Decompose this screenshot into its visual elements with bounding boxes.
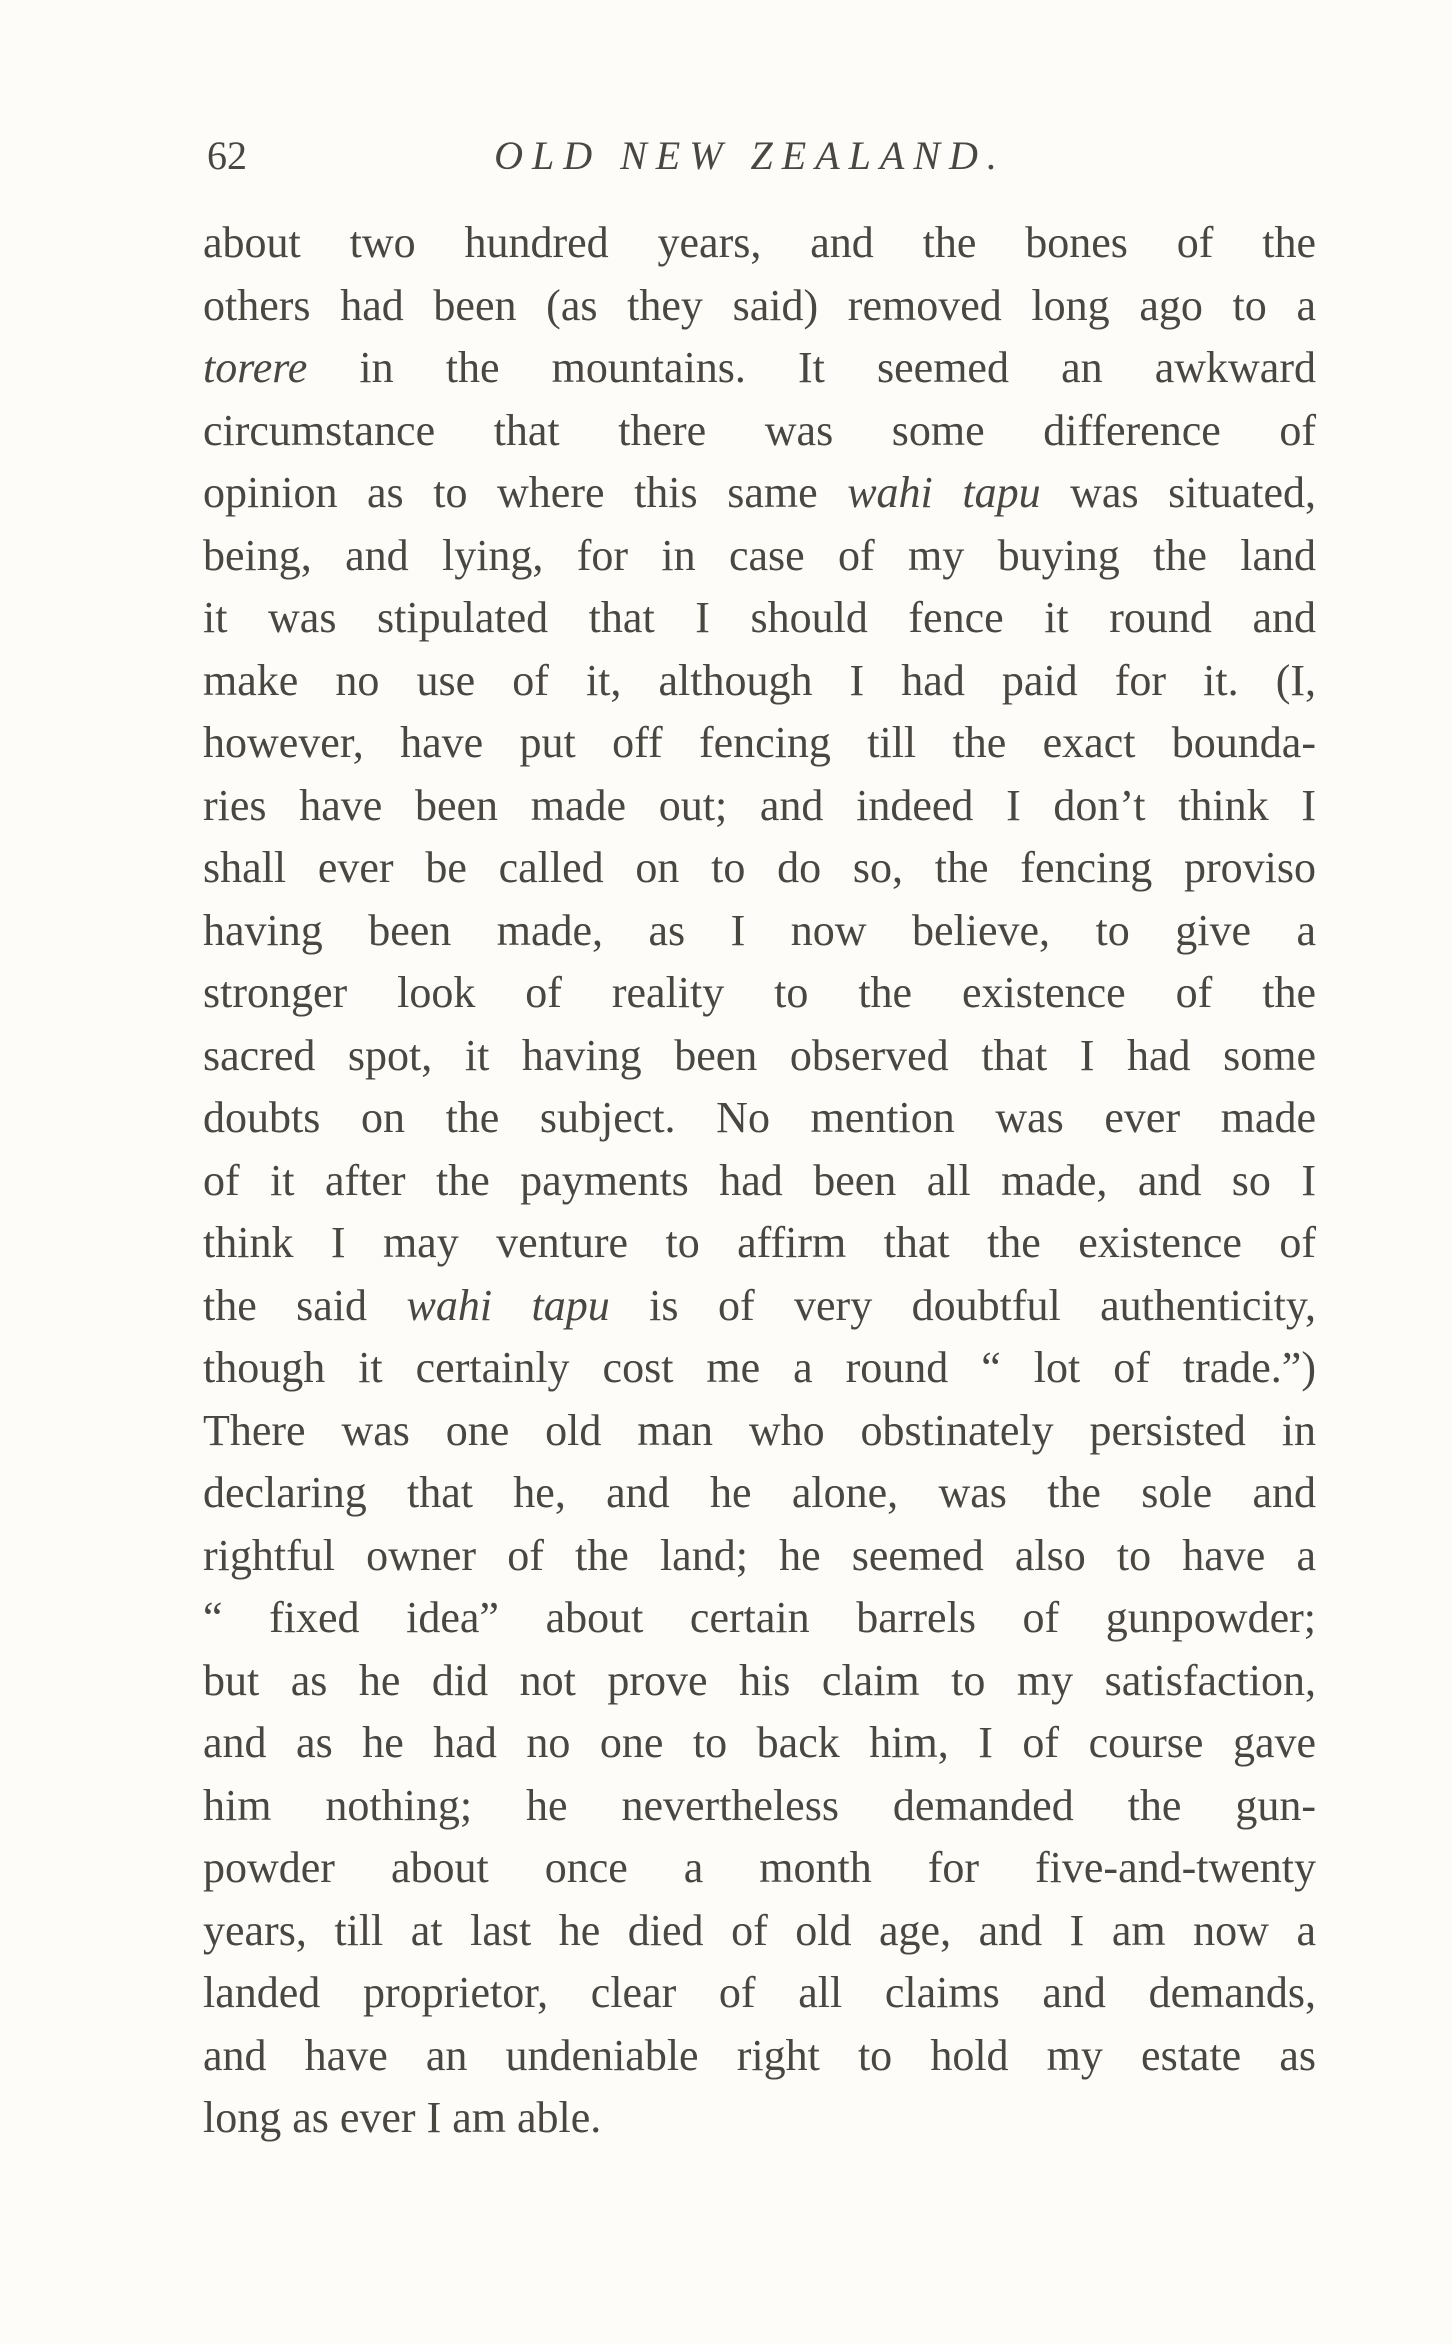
text-segment: him nothing; he nevertheless demanded the gun- [203,1780,1316,1830]
text-line [203,1400,1316,1463]
text-line [203,2025,1316,2088]
text-line [203,400,1316,463]
text-line [203,212,1316,275]
text-segment: of it after the payments had been all made, and so I [203,1155,1316,1205]
text-segment: doubts on the subject. No mention was ever made [203,1093,1316,1142]
text-segment: sacred spot, it having been observed that I had some [203,1030,1316,1080]
text-segment: make no use of it, although I had paid for it. (I, [203,655,1316,705]
text-segment: and as he had no one to back him, I of course gave [203,1718,1316,1767]
text-line [203,1650,1316,1713]
text-segment: is of very doubtful authenticity, [609,1280,1317,1330]
text-segment: stronger look of reality to the existence of the [203,968,1316,1017]
running-title: OLD NEW ZEALAND. [494,133,1006,178]
text-segment: rightful owner of the land; he seemed also to have a [203,1530,1316,1580]
text-line [203,587,1316,650]
text-segment: it was stipulated that I should fence it round and [203,593,1316,642]
text-line [203,1837,1316,1900]
text-segment: landed proprietor, clear of all claims and demands, [203,1968,1316,2017]
text-segment: shall ever be called on to do so, the fencing proviso [203,843,1316,892]
text-line [203,1212,1316,1275]
text-line [203,837,1316,900]
text-segment: though it certainly cost me a round “ lot of trade.”) [203,1343,1316,1392]
text-line [203,1587,1316,1650]
text-segment: was situated, [1040,468,1316,517]
text-line [203,462,1316,525]
text-segment: “ fixed idea” about certain barrels of gunpowder; [203,1593,1316,1642]
text-line [203,1775,1316,1838]
text-segment: in the mountains. It seemed an awkward [307,343,1316,392]
text-segment: the said [203,1280,407,1330]
text-segment: and have an undeniable right to hold my estate as [203,2030,1316,2080]
text-line [203,1712,1316,1775]
text-line [203,1900,1316,1963]
italic-term: torere [203,343,308,392]
text-segment: about two hundred years, and the bones of the [203,218,1316,267]
text-segment: others had been (as they said) removed long ago to a [203,280,1316,330]
text-line [203,525,1316,588]
body-text [203,212,1316,2150]
text-line [203,1275,1316,1338]
text-line [203,1025,1316,1088]
text-segment: long as ever I am able. [203,2093,602,2142]
text-line [203,1525,1316,1588]
text-line [203,712,1316,775]
text-segment: powder about once a month for five-and-twenty [203,1843,1316,1892]
text-line [203,1150,1316,1213]
text-segment: ries have been made out; and indeed I don’t think I [203,780,1316,830]
text-segment: being, and lying, for in case of my buying the land [203,530,1316,580]
text-segment: however, have put off fencing till the exact bounda- [203,718,1316,767]
text-line [203,962,1316,1025]
text-line [203,900,1316,963]
text-line [203,1087,1316,1150]
text-line [203,1462,1316,1525]
italic-term: wahi tapu [406,1280,610,1330]
page-number: 62 [207,133,247,178]
text-line [203,775,1316,838]
text-line [203,337,1316,400]
text-line [203,275,1316,338]
text-segment: opinion as to where this same [203,468,848,517]
text-segment: declaring that he, and he alone, was the sole and [203,1468,1316,1517]
text-segment: think I may venture to affirm that the existence of [203,1218,1316,1267]
text-segment: having been made, as I now believe, to give a [203,905,1316,955]
text-line [203,650,1316,713]
text-line [203,2087,1316,2150]
text-segment: circumstance that there was some difference of [203,405,1316,455]
text-line [203,1337,1316,1400]
text-line [203,1962,1316,2025]
text-segment: There was one old man who obstinately persisted in [203,1405,1316,1455]
text-segment: but as he did not prove his claim to my satisfaction, [203,1655,1316,1705]
text-segment: years, till at last he died of old age, and I am now a [203,1905,1316,1955]
italic-term: wahi tapu [847,468,1041,517]
